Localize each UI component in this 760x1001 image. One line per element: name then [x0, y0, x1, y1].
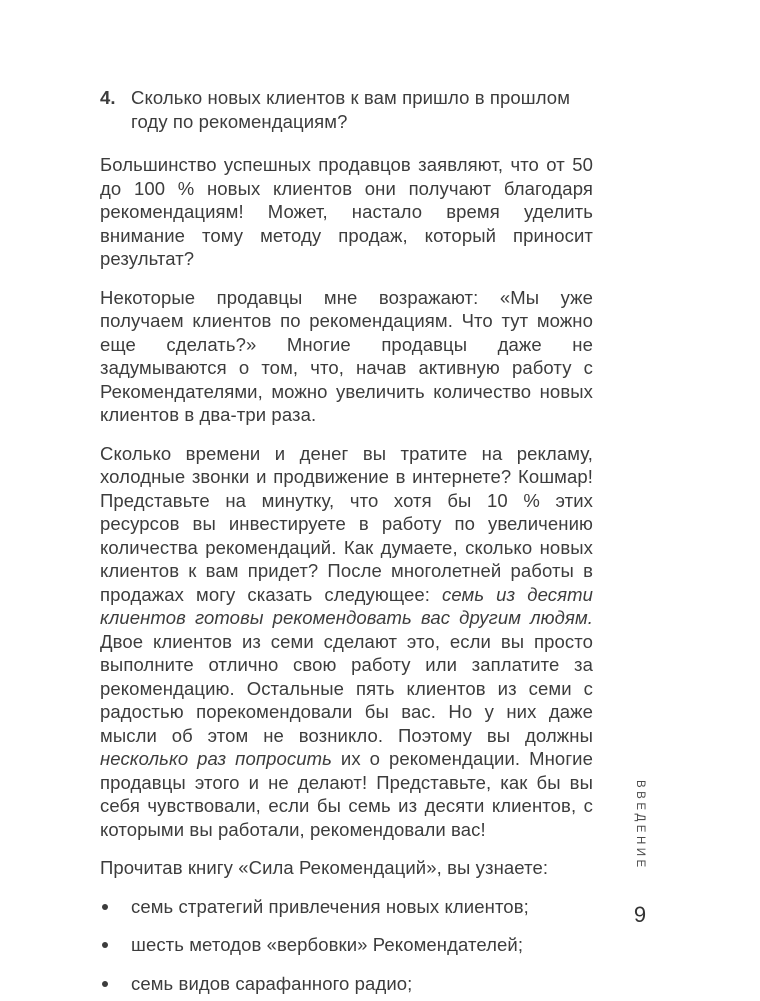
paragraph: Большинство успешных продавцов заявляют, что от 50 до 100 % новых клиентов они получают благодаря рекомендациям! Может, настало время уделить внимание тому методу продаж, который приносит результат? — [100, 154, 593, 269]
list-item-text: семь видов сарафанного радио; — [131, 972, 413, 994]
list-item — [100, 895, 593, 919]
page-text-block — [100, 86, 593, 995]
paragraph-run: их о рекомендации. Многие продавцы этого и не делают! Представьте, как бы вы себя чувствовали, если бы семь из десяти клиентов, с которыми вы работали, рекомендовали вас! — [100, 748, 593, 840]
list-item-text: семь стратегий привлечения новых клиентов; — [131, 895, 529, 917]
running-title-vertical: ВВЕДЕНИЕ — [634, 780, 646, 871]
list-item-text: шесть методов «вербовки» Рекомендателей; — [131, 934, 524, 955]
bullet-icon — [100, 972, 131, 996]
page-number: 9 — [633, 902, 647, 927]
paragraph-run-italic: несколько раз попросить — [100, 748, 332, 769]
paragraph-run: Двое клиентов из семи сделают это, если вы просто выполните отлично свою работу или заплатите за рекомендацию. Остальные пять клиентов из семи с радостью порекомендовали бы вас. Но у них даже мысли об этом не возникло. Поэтому вы должны — [100, 630, 593, 746]
paragraph — [100, 442, 593, 842]
question-text: Сколько новых клиентов к вам пришло в прошлом году по рекомендациям? — [131, 87, 571, 132]
bullet-list — [100, 895, 593, 996]
paragraph-run: Сколько времени и денег вы тратите на рекламу, холодные звонки и продвижение в интернете? Кошмар! Представьте на минутку, что хотя бы 10 % этих ресурсов вы инвестируете в работу по увеличению количества рекомендаций. Как думаете, сколько новых клиентов к вам придет? После многолетней работы в продажах могу сказать следующее: — [100, 442, 593, 605]
question-number: 4. — [100, 87, 116, 108]
list-item — [100, 972, 593, 996]
paragraph: Некоторые продавцы мне возражают: «Мы уже получаем клиентов по рекомендациям. Что тут можно еще сделать?» Многие продавцы даже не задумываются о том, что, начав активную работу с Рекомендателями, можно увеличить количество новых клиентов в два-три раза. — [100, 286, 593, 425]
paragraph-run-italic: семь из десяти клиентов готовы рекомендовать вас другим людям. — [100, 583, 594, 628]
bullet-icon — [100, 895, 131, 919]
list-item — [100, 933, 593, 957]
numbered-question — [100, 86, 593, 133]
bullet-icon — [100, 933, 131, 957]
list-intro: Прочитав книгу «Сила Рекомендаций», вы узнаете: — [100, 857, 549, 878]
